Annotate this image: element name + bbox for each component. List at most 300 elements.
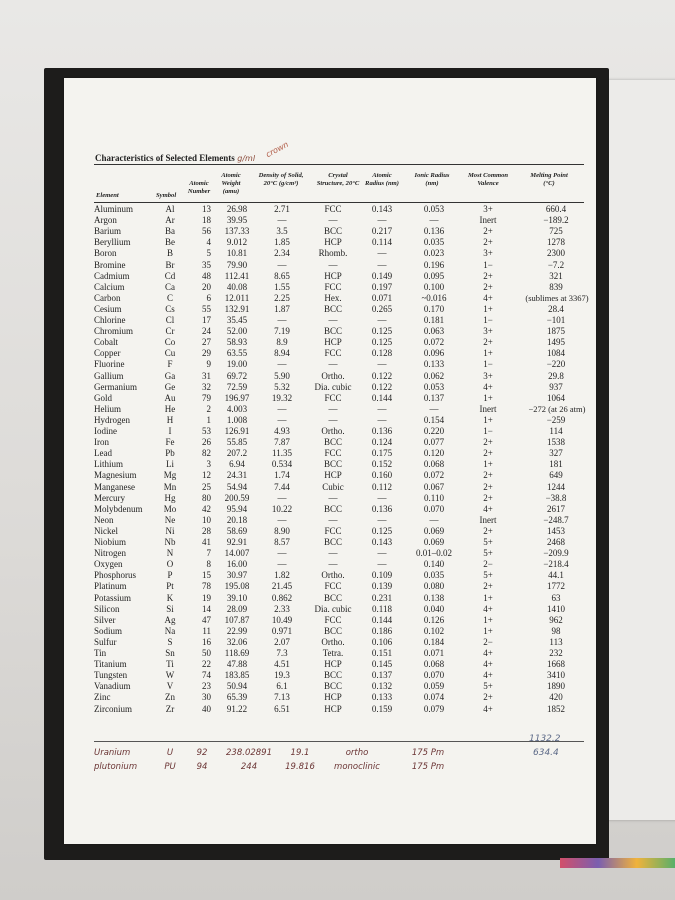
- handwritten-symbol: U: [166, 748, 174, 758]
- cell-symbol: Al: [165, 204, 175, 214]
- cell-element: Fluorine: [94, 359, 125, 370]
- cell-crystal-structure: FCC: [324, 448, 342, 459]
- cell-atomic-weight: 95.94: [226, 503, 248, 514]
- cell-atomic-weight: 30.97: [226, 570, 248, 581]
- cell-density: 7.13: [274, 692, 290, 703]
- cell-element: Manganese: [94, 481, 135, 492]
- cell-melting-point: 28.4: [548, 303, 564, 314]
- cell-ionic-radius: 0.071: [423, 648, 445, 658]
- cell-atomic-number: 79: [202, 392, 211, 403]
- cell-melting-point: −220: [546, 359, 566, 370]
- cell-valence: 1+: [483, 592, 493, 603]
- cell-melting-point: 113: [549, 636, 563, 647]
- handwritten-symbol: PU: [164, 762, 176, 772]
- cell-valence: 5+: [483, 681, 493, 692]
- cell-density: 8.90: [274, 525, 290, 536]
- cell-atomic-weight: 16.00: [226, 559, 248, 570]
- cell-atomic-number: 16: [202, 636, 211, 647]
- cell-atomic-radius: 0.139: [371, 581, 393, 592]
- cell-symbol: Br: [165, 259, 175, 270]
- cell-element: Helium: [94, 403, 121, 414]
- cell-crystal-structure: FCC: [324, 348, 342, 359]
- cell-ionic-radius: 0.035: [423, 570, 445, 581]
- cell-atomic-number: 53: [202, 426, 211, 436]
- cell-crystal-structure: BCC: [323, 625, 342, 636]
- cell-atomic-weight: 118.69: [224, 648, 250, 658]
- cell-valence: Inert: [479, 215, 497, 226]
- cell-atomic-radius: 0.149: [371, 270, 393, 281]
- cell-element: Vanadium: [94, 681, 131, 692]
- cell-atomic-number: 31: [202, 370, 211, 381]
- cell-element: Neon: [94, 514, 114, 525]
- cell-symbol: Ga: [164, 370, 176, 381]
- cell-valence: 4+: [483, 670, 493, 681]
- cell-symbol: Mg: [163, 470, 177, 481]
- cell-atomic-number: 14: [202, 603, 211, 614]
- cell-valence: 2+: [483, 470, 493, 481]
- handwritten-crystal-structure: ortho: [345, 748, 369, 758]
- cell-symbol: O: [166, 559, 174, 570]
- cell-melting-point: 1890: [547, 681, 565, 692]
- cell-valence: 3+: [483, 204, 493, 214]
- handwritten-row: [94, 762, 589, 774]
- cell-atomic-number: 30: [202, 692, 211, 703]
- cell-valence: 2+: [483, 481, 493, 492]
- cell-atomic-radius: 0.144: [371, 392, 393, 403]
- cell-atomic-radius: 0.151: [371, 648, 393, 658]
- cell-atomic-radius: 0.136: [371, 503, 393, 514]
- cell-atomic-weight: 1.008: [226, 414, 248, 425]
- cell-symbol: Sn: [165, 648, 175, 658]
- cell-crystal-structure: HCP: [324, 692, 342, 703]
- cell-element: Niobium: [94, 537, 127, 547]
- cell-density: 3.5: [276, 226, 288, 237]
- cell-element: Tungsten: [94, 670, 128, 681]
- header-valence: Most Common Valence: [467, 172, 509, 187]
- cell-melting-point: 1772: [547, 581, 565, 592]
- table-bottom-rule: [94, 741, 584, 742]
- cell-melting-point: 1084: [547, 348, 565, 359]
- cell-element: Sulfur: [94, 636, 117, 647]
- cell-valence: 3+: [483, 248, 493, 259]
- cell-crystal-structure: Cubic: [322, 481, 344, 492]
- cell-atomic-number: 22: [202, 659, 211, 670]
- cell-atomic-weight: 14.007: [224, 548, 250, 559]
- cell-crystal-structure: Hex.: [324, 292, 342, 303]
- cell-valence: 2+: [483, 281, 493, 292]
- cell-melting-point: −38.8: [545, 492, 567, 503]
- cell-valence: 2−: [483, 559, 493, 570]
- cell-element: Zinc: [94, 692, 111, 703]
- cell-element: Boron: [94, 248, 117, 259]
- handwritten-ionic-radius: 175 Pm: [411, 748, 445, 758]
- cell-atomic-radius: —: [377, 514, 387, 525]
- cell-ionic-radius: 0.072: [423, 337, 445, 348]
- cell-melting-point: 2300: [547, 248, 565, 259]
- cell-atomic-radius: 0.145: [371, 659, 393, 670]
- cell-element: Titanium: [94, 659, 127, 670]
- handwritten-atomic-number: 92: [196, 748, 208, 758]
- cell-atomic-radius: 0.160: [371, 470, 393, 481]
- cell-melting-point: 1852: [547, 703, 565, 714]
- cell-crystal-structure: Ortho.: [321, 426, 345, 436]
- cell-valence: 2+: [483, 581, 493, 592]
- cell-atomic-weight: 35.45: [226, 315, 248, 325]
- cell-valence: 2+: [483, 226, 493, 237]
- cell-atomic-weight: 9.012: [226, 237, 248, 248]
- cell-melting-point: 44.1: [548, 570, 564, 581]
- cell-melting-point: −272 (at 26 atm): [528, 403, 586, 414]
- cell-density: 7.87: [274, 437, 290, 448]
- cell-atomic-number: 2: [206, 403, 211, 414]
- cell-element: Copper: [94, 348, 121, 359]
- cell-crystal-structure: FCC: [324, 525, 342, 536]
- cell-density: —: [277, 315, 287, 325]
- cell-valence: 2+: [483, 448, 493, 459]
- cell-atomic-weight: 92.91: [226, 537, 248, 547]
- cell-atomic-number: 29: [202, 348, 211, 359]
- cell-crystal-structure: HCP: [324, 270, 342, 281]
- cell-crystal-structure: Ortho.: [321, 570, 345, 581]
- header-symbol: Symbol: [156, 192, 177, 199]
- cell-melting-point: 3410: [547, 670, 565, 681]
- cell-symbol: Ca: [165, 281, 175, 292]
- cell-valence: 2+: [483, 692, 493, 703]
- cell-element: Cobalt: [94, 337, 118, 348]
- cell-melting-point: 839: [549, 281, 563, 292]
- document-page: [64, 78, 596, 844]
- cell-valence: 1+: [483, 625, 493, 636]
- cell-melting-point: 1538: [547, 437, 565, 448]
- cell-atomic-weight: 19.00: [226, 359, 248, 370]
- header-ionic-radius: Ionic Radius (nm): [414, 172, 450, 187]
- cell-crystal-structure: HCP: [324, 337, 342, 348]
- header-atomic-radius: Atomic Radius (nm): [365, 172, 399, 187]
- cell-density: 10.22: [271, 503, 293, 514]
- cell-ionic-radius: 0.053: [423, 381, 445, 392]
- cell-atomic-number: 82: [202, 448, 211, 459]
- cell-ionic-radius: 0.068: [423, 659, 445, 670]
- header-atomic-weight: Atomic Weight (amu): [221, 172, 241, 195]
- cell-valence: 5+: [483, 570, 493, 581]
- cell-atomic-weight: 55.85: [226, 437, 248, 448]
- cell-symbol: Cu: [164, 348, 176, 359]
- cell-valence: 1−: [483, 426, 493, 436]
- cell-melting-point: 1668: [547, 659, 565, 670]
- cell-symbol: V: [166, 681, 174, 692]
- cell-crystal-structure: FCC: [324, 614, 342, 625]
- cell-atomic-weight: 112.41: [224, 270, 250, 281]
- cell-atomic-radius: —: [377, 559, 387, 570]
- cell-atomic-radius: —: [377, 259, 387, 270]
- cell-ionic-radius: 0.154: [423, 414, 445, 425]
- cell-crystal-structure: FCC: [324, 581, 342, 592]
- cell-crystal-structure: Tetra.: [322, 648, 344, 658]
- cell-atomic-radius: 0.143: [371, 204, 393, 214]
- cell-atomic-number: 18: [202, 215, 211, 226]
- cell-density: —: [277, 559, 287, 570]
- header-atomic-number: Atomic Number: [187, 180, 211, 195]
- cell-atomic-radius: 0.137: [371, 670, 393, 681]
- cell-atomic-number: 48: [202, 270, 211, 281]
- cell-crystal-structure: —: [328, 215, 338, 226]
- cell-ionic-radius: 0.126: [423, 614, 445, 625]
- cell-density: 8.57: [274, 537, 290, 547]
- cell-melting-point: 1453: [547, 525, 565, 536]
- cell-valence: 1−: [483, 259, 493, 270]
- handwritten-atomic-weight: 244: [240, 762, 258, 772]
- cell-atomic-radius: 0.122: [371, 381, 393, 392]
- cell-element: Platinum: [94, 581, 127, 592]
- cell-valence: 2+: [483, 237, 493, 248]
- cell-crystal-structure: Dia. cubic: [314, 603, 352, 614]
- cell-density: 11.35: [272, 448, 292, 459]
- cell-crystal-structure: HCP: [324, 237, 342, 248]
- cell-ionic-radius: 0.053: [423, 204, 445, 214]
- cell-atomic-radius: —: [377, 548, 387, 559]
- cell-density: 2.25: [274, 292, 290, 303]
- cell-valence: 3+: [483, 370, 493, 381]
- cell-atomic-radius: 0.217: [371, 226, 393, 237]
- cell-valence: 4+: [483, 292, 493, 303]
- cell-ionic-radius: 0.220: [423, 426, 445, 436]
- cell-element: Iron: [94, 437, 109, 448]
- cell-atomic-number: 7: [206, 548, 211, 559]
- cell-valence: 5+: [483, 548, 493, 559]
- cell-symbol: Au: [164, 392, 176, 403]
- cell-atomic-radius: 0.136: [371, 426, 393, 436]
- cell-atomic-radius: 0.175: [371, 448, 393, 459]
- cell-element: Chromium: [94, 326, 134, 337]
- cell-symbol: P: [167, 570, 173, 581]
- cell-melting-point: 649: [549, 470, 563, 481]
- cell-atomic-radius: 0.231: [371, 592, 393, 603]
- cell-crystal-structure: BCC: [323, 437, 342, 448]
- cell-symbol: B: [166, 248, 173, 259]
- cell-element: Phosphorus: [94, 570, 137, 581]
- header-top-rule: [94, 164, 584, 165]
- cell-atomic-number: 23: [202, 681, 211, 692]
- cell-atomic-radius: —: [377, 359, 387, 370]
- cell-melting-point: −259: [546, 414, 566, 425]
- cell-melting-point: 420: [549, 692, 563, 703]
- cell-atomic-number: 55: [202, 303, 211, 314]
- cell-atomic-number: 56: [202, 226, 211, 237]
- cell-density: 7.3: [276, 648, 288, 658]
- cell-atomic-weight: 50.94: [226, 681, 248, 692]
- cell-atomic-weight: 65.39: [226, 692, 248, 703]
- cell-melting-point: 232: [549, 648, 563, 658]
- table-title: Characteristics of Selected Elements g/ml: [95, 153, 256, 163]
- cell-atomic-weight: 126.91: [224, 426, 250, 436]
- cell-melting-point: 63: [551, 592, 561, 603]
- cell-melting-point: (sublimes at 3367): [525, 292, 589, 303]
- cell-element: Molybdenum: [94, 503, 143, 514]
- cell-ionic-radius: —: [429, 215, 439, 226]
- cell-density: —: [277, 259, 287, 270]
- cell-valence: 2+: [483, 525, 493, 536]
- cell-crystal-structure: FCC: [324, 392, 342, 403]
- cell-melting-point: 1410: [547, 603, 565, 614]
- header-element: Element: [96, 192, 119, 199]
- cell-atomic-number: 40: [202, 703, 211, 714]
- cell-melting-point: 660.4: [545, 204, 567, 214]
- cell-atomic-weight: 72.59: [226, 381, 248, 392]
- cell-density: 7.44: [274, 481, 290, 492]
- cell-density: 7.19: [274, 326, 290, 337]
- cell-valence: 2+: [483, 270, 493, 281]
- cell-atomic-weight: 40.08: [226, 281, 248, 292]
- cell-atomic-weight: 54.94: [226, 481, 248, 492]
- cell-density: 1.55: [274, 281, 290, 292]
- cell-density: —: [277, 403, 287, 414]
- cell-crystal-structure: HCP: [324, 659, 342, 670]
- cell-atomic-weight: 195.08: [224, 581, 250, 592]
- cell-crystal-structure: Ortho.: [321, 370, 345, 381]
- cell-valence: 1+: [483, 348, 493, 359]
- cell-element: Nickel: [94, 525, 118, 536]
- cell-atomic-weight: 58.69: [226, 525, 248, 536]
- cell-crystal-structure: —: [328, 548, 338, 559]
- cell-ionic-radius: ~0.016: [421, 292, 447, 303]
- cell-atomic-radius: 0.112: [372, 481, 392, 492]
- cell-symbol: N: [166, 548, 174, 559]
- cell-symbol: Co: [164, 337, 176, 348]
- cell-atomic-number: 20: [202, 281, 211, 292]
- cell-atomic-weight: 107.87: [224, 614, 250, 625]
- cell-melting-point: −248.7: [543, 514, 569, 525]
- cell-ionic-radius: 0.096: [423, 348, 445, 359]
- cell-atomic-radius: 0.133: [371, 692, 393, 703]
- cell-atomic-weight: 39.10: [226, 592, 248, 603]
- cell-atomic-number: 4: [206, 237, 211, 248]
- cell-symbol: Ni: [165, 525, 175, 536]
- cell-symbol: Be: [165, 237, 175, 248]
- cell-melting-point: 1875: [547, 326, 565, 337]
- cell-atomic-weight: 91.22: [226, 703, 248, 714]
- cell-melting-point: 181: [549, 459, 563, 470]
- cell-crystal-structure: —: [328, 359, 338, 370]
- cell-density: 5.32: [274, 381, 290, 392]
- cell-atomic-radius: 0.114: [372, 237, 392, 248]
- cell-density: 4.93: [274, 426, 290, 436]
- cell-valence: 1−: [483, 315, 493, 325]
- cell-symbol: H: [166, 414, 174, 425]
- cell-atomic-radius: 0.152: [371, 459, 393, 470]
- cell-atomic-number: 28: [202, 525, 211, 536]
- cell-crystal-structure: BCC: [323, 592, 342, 603]
- cell-atomic-weight: 132.91: [224, 303, 250, 314]
- cell-atomic-radius: 0.186: [371, 625, 393, 636]
- cell-symbol: Cd: [164, 270, 176, 281]
- cell-symbol: Ge: [164, 381, 176, 392]
- cell-symbol: He: [164, 403, 176, 414]
- cell-symbol: Zn: [165, 692, 175, 703]
- cell-atomic-weight: 26.98: [226, 204, 248, 214]
- cell-density: 0.534: [271, 459, 293, 470]
- cell-crystal-structure: —: [328, 403, 338, 414]
- cell-density: —: [277, 548, 287, 559]
- cell-melting-point: −209.9: [543, 548, 569, 559]
- cell-symbol: C: [166, 292, 173, 303]
- cell-atomic-weight: 58.93: [226, 337, 248, 348]
- handwritten-melting-plutonium: 634.4: [533, 748, 559, 758]
- cell-melting-point: −218.4: [543, 559, 569, 570]
- handwritten-element: Uranium: [94, 748, 131, 758]
- cell-valence: 4+: [483, 703, 493, 714]
- cell-crystal-structure: —: [328, 559, 338, 570]
- cell-density: 2.33: [274, 603, 290, 614]
- cell-melting-point: 2617: [547, 503, 565, 514]
- cell-atomic-number: 80: [202, 492, 211, 503]
- cell-atomic-number: 9: [206, 359, 211, 370]
- cell-atomic-number: 10: [202, 514, 211, 525]
- header-density: Density of Solid, 20°C (g/cm³): [258, 172, 304, 187]
- cell-ionic-radius: 0.110: [424, 492, 444, 503]
- cell-symbol: Ag: [164, 614, 176, 625]
- cell-melting-point: −7.2: [547, 259, 565, 270]
- cell-ionic-radius: 0.095: [423, 270, 445, 281]
- cell-crystal-structure: FCC: [324, 204, 342, 214]
- cell-symbol: Mn: [163, 481, 177, 492]
- cell-atomic-radius: —: [377, 248, 387, 259]
- cell-ionic-radius: 0.072: [423, 470, 445, 481]
- cell-atomic-number: 15: [202, 570, 211, 581]
- cell-symbol: Zr: [165, 703, 175, 714]
- cell-ionic-radius: 0.138: [423, 592, 445, 603]
- cell-symbol: F: [167, 359, 173, 370]
- cell-atomic-number: 47: [202, 614, 211, 625]
- cell-atomic-number: 17: [202, 315, 211, 325]
- cell-melting-point: 937: [549, 381, 563, 392]
- cell-ionic-radius: 0.069: [423, 525, 445, 536]
- cell-density: 2.34: [274, 248, 290, 259]
- cell-element: Zirconium: [94, 703, 132, 714]
- cell-crystal-structure: FCC: [324, 281, 342, 292]
- cell-valence: 5+: [483, 537, 493, 547]
- cell-crystal-structure: —: [328, 514, 338, 525]
- cell-symbol: Hg: [164, 492, 176, 503]
- cell-density: 2.07: [274, 636, 290, 647]
- cell-melting-point: 1278: [547, 237, 565, 248]
- cell-crystal-structure: BCC: [323, 459, 342, 470]
- cell-atomic-number: 13: [202, 204, 211, 214]
- cell-atomic-weight: 183.85: [224, 670, 250, 681]
- cell-element: Germanium: [94, 381, 137, 392]
- cell-symbol: Cs: [165, 303, 175, 314]
- cell-crystal-structure: —: [328, 315, 338, 325]
- cell-ionic-radius: 0.062: [423, 370, 445, 381]
- cell-ionic-radius: 0.070: [423, 670, 445, 681]
- cell-symbol: Mo: [163, 503, 177, 514]
- cell-atomic-number: 6: [206, 292, 211, 303]
- cell-ionic-radius: 0.067: [423, 481, 445, 492]
- cell-atomic-number: 19: [202, 592, 211, 603]
- cell-atomic-number: 8: [206, 559, 211, 570]
- cell-element: Tin: [94, 648, 107, 658]
- handwritten-atomic-weight: 238.02891: [226, 748, 272, 758]
- cell-atomic-radius: 0.106: [371, 636, 393, 647]
- cell-melting-point: 725: [549, 226, 563, 237]
- cell-density: —: [277, 215, 287, 226]
- cell-symbol: Nb: [164, 537, 176, 547]
- cell-symbol: Fe: [165, 437, 175, 448]
- cell-valence: 1+: [483, 414, 493, 425]
- handwritten-element: plutonium: [94, 762, 138, 772]
- cell-symbol: K: [166, 592, 174, 603]
- cell-symbol: Ba: [165, 226, 175, 237]
- cell-melting-point: 29.8: [548, 370, 564, 381]
